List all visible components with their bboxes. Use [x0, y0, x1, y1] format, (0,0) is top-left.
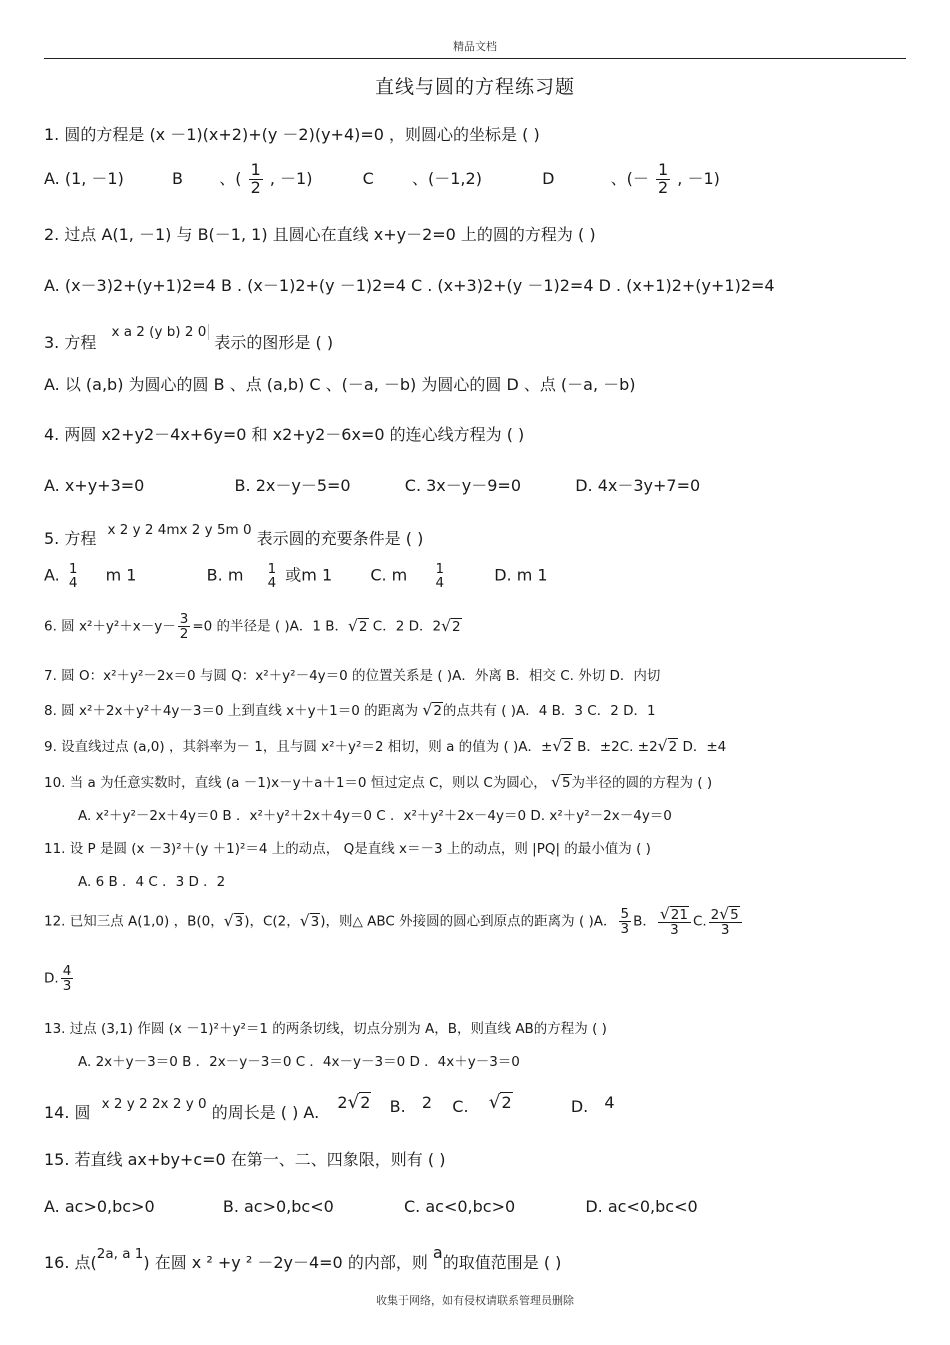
q15-option-b: B. ac>0,bc<0: [222, 1197, 334, 1216]
q6-stem: 6. 圆 x²＋y²＋x－y－: [44, 618, 176, 635]
q14-option-b: B.: [389, 1097, 406, 1116]
q16-lead: 16. 点(: [44, 1253, 97, 1272]
q10-stem: 10. 当 a 为任意实数时，直线 (a －1)x－y＋a＋1＝0 恒过定点 C，则以 C为圆心，: [44, 775, 552, 791]
question-2: 2. 过点 A(1, －1) 与 B(－1, 1) 且圆心在直线 x+y－2=0 上的圆的方程为 ( ): [44, 225, 596, 244]
q4-option-d: D. 4x－3y+7=0: [575, 476, 701, 495]
question-8: [44, 699, 656, 719]
question-14: [44, 1090, 615, 1122]
q1-half-fraction-d: $\frac{1}{2}$: [657, 160, 669, 197]
q5-option-b-value: 或m 1: [285, 565, 333, 585]
q12-option-d-fraction: $\frac{4}{3}$: [62, 963, 72, 995]
q15-option-d: D. ac<0,bc<0: [585, 1197, 698, 1216]
q16-mid: ) 在圆 x ² +y ² －2y－4=0 的内部，则: [143, 1253, 428, 1272]
question-13-options: A. 2x＋y－3＝0 B ．2x－y－3＝0 C ．4x－y－3＝0 D ．4x＋y－3＝0: [78, 1054, 520, 1070]
q12-option-c: C.: [692, 913, 707, 930]
q12-sqrt-b: √3: [223, 911, 244, 930]
q6-options-cd: C．2 D．2: [368, 618, 442, 635]
q16-variable-a: a: [432, 1243, 443, 1262]
question-1: 1. 圆的方程是 (x －1)(x+2)+(y －2)(y+4)=0 ，则圆心的坐标是 ( ): [44, 125, 540, 144]
q3-tail: 表示的图形是 ( ): [214, 333, 334, 352]
question-10-options: A. x²＋y²－2x＋4y＝0 B ．x²＋y²＋2x＋4y＝0 C ．x²＋y²＋2x－4y＝0 D. x²＋y²－2x－4y＝0: [78, 808, 672, 824]
q3-lead: 3. 方程: [44, 333, 97, 352]
q5-equation: x 2 y 2 4mx 2 y 5m 0: [107, 522, 252, 538]
q16-point: 2a, a 1: [96, 1246, 144, 1262]
question-4: 4. 两圆 x2+y2－4x+6y=0 和 x2+y2－6x=0 的连心线方程为 ( ): [44, 425, 525, 444]
q1-option-d-post: , －1): [677, 168, 720, 188]
q10-sqrt: √5: [551, 773, 571, 791]
q16-tail: 的取值范围是 ( ): [442, 1253, 562, 1272]
question-13: 13. 过点 (3,1) 作圆 (x －1)²＋y²＝1 的两条切线，切点分别为 A，B，则直线 AB的方程为 ( ): [44, 1021, 607, 1037]
q14-option-b-value: 2: [421, 1093, 433, 1112]
question-11: 11. 设 P 是圆 (x －3)²＋(y ＋1)²＝4 上的动点， Q是直线 x＝－3 上的动点，则 |PQ| 的最小值为 ( ): [44, 841, 651, 857]
q12-option-b-fraction: $\frac{√21}{3}$: [658, 906, 691, 937]
q14-option-a-coef: 2: [337, 1093, 348, 1112]
question-1-options: [44, 162, 720, 197]
q14-option-c: C.: [452, 1097, 469, 1116]
question-9: [44, 735, 726, 755]
question-5-options: [44, 562, 548, 590]
q9-sqrt-a: √2: [552, 737, 572, 755]
question-12-option-d: [44, 964, 75, 993]
question-16: [44, 1240, 562, 1272]
q8-stem: 8. 圆 x²＋2x＋y²＋4y－3＝0 上到直线 x＋y＋1＝0 的距离为: [44, 703, 423, 719]
q12-option-a-fraction: $\frac{5}{3}$: [620, 906, 630, 938]
q5-quarter-fraction-b: 1 4: [267, 561, 277, 592]
q1-option-a: A. (1, －1): [44, 168, 124, 188]
q14-tail: 的周长是 ( ) A.: [211, 1103, 320, 1122]
q14-option-d-value: 4: [604, 1093, 615, 1112]
q12-sqrt-c: √3: [299, 911, 320, 930]
q5-option-d: D. m 1: [494, 565, 548, 585]
q1-half-fraction: $\frac{1}{2}$: [250, 160, 261, 197]
question-15: 15. 若直线 ax+by+c=0 在第一、二、四象限，则有 ( ): [44, 1150, 446, 1169]
q4-option-a: A. x+y+3=0: [44, 476, 145, 495]
page-title: 直线与圆的方程练习题: [374, 76, 575, 98]
page-footer: 收集于网络，如有侵权请联系管理员删除: [376, 1294, 574, 1307]
q6-tail: =0 的半径是 ( )A．1 B．: [192, 618, 349, 635]
question-7: 7. 圆 O：x²＋y²－2x＝0 与圆 Q：x²＋y²－4y＝0 的位置关系是 ( )A．外离 B．相交 C. 外切 D．内切: [44, 668, 661, 684]
q9-sqrt-c: √2: [657, 737, 678, 755]
q12-option-d: D.: [44, 970, 59, 987]
q14-option-a-sqrt: √2: [347, 1092, 371, 1113]
q5-lead: 5. 方程: [44, 529, 97, 548]
q6-sqrt-b: √2: [348, 616, 368, 635]
q12-option-b: B．: [633, 913, 656, 930]
question-6: [44, 612, 462, 641]
question-5: [44, 516, 424, 548]
q1-option-d-pre: 、(－: [610, 168, 649, 188]
question-4-options: [44, 473, 700, 496]
page-header: 精品文档: [453, 40, 497, 53]
question-2-options: A. (x－3)2+(y+1)2=4 B . (x－1)2+(y －1)2=4 C . (x+3)2+(y －1)2=4 D . (x+1)2+(y+1)2=4: [44, 276, 775, 295]
question-15-options: [44, 1197, 698, 1216]
q12-tail: )，则△ ABC 外接圆的圆心到原点的距离为 ( )A．: [320, 913, 617, 930]
q5-quarter-fraction: 1 4: [68, 561, 78, 592]
q14-option-d: D.: [570, 1097, 589, 1116]
question-12: [44, 906, 744, 937]
q6-fraction: $\frac{3}{2}$: [179, 611, 189, 643]
q15-option-a: A. ac>0,bc>0: [44, 1197, 155, 1216]
q14-option-c-sqrt: √2: [488, 1092, 512, 1113]
q5-option-c: C. m: [370, 565, 408, 585]
q4-option-b: B. 2x－y－5=0: [234, 476, 351, 495]
question-10: [44, 771, 712, 791]
q1-option-c-value: 、(－1,2): [412, 168, 482, 188]
q1-option-b: B: [172, 168, 184, 188]
header-rule: [44, 58, 906, 59]
q1-option-c: C: [362, 168, 374, 188]
q12-option-c-fraction: $\frac{2√5}{3}$: [709, 906, 742, 937]
q10-tail: 为半径的圆的方程为 ( ): [571, 775, 713, 791]
q8-sqrt: √2: [422, 701, 442, 719]
q14-lead: 14. 圆: [44, 1103, 91, 1122]
q1-option-b-post: , －1): [269, 168, 313, 188]
q1-option-d: D: [542, 168, 555, 188]
q1-option-b-pre: 、(: [219, 168, 242, 188]
q6-sqrt-d: √2: [441, 616, 461, 635]
q8-tail: 的点共有 ( )A．4 B．3 C．2 D．1: [442, 703, 656, 719]
q9-stem: 9. 设直线过点 (a,0) ，其斜率为－ 1，且与圆 x²＋y²＝2 相切，则 a 的值为 ( )A．±: [44, 739, 553, 755]
q9-option-d: D．±4: [678, 739, 727, 755]
q4-option-c: C. 3x－y－9=0: [404, 476, 522, 495]
q12-stem: 12. 已知三点 A(1,0) ，B(0，: [44, 913, 224, 930]
question-11-options: A. 6 B ．4 C ．3 D ．2: [78, 874, 226, 890]
q5-tail: 表示圆的充要条件是 ( ): [256, 529, 424, 548]
q5-option-a-value: m 1: [105, 565, 137, 585]
question-3-options: A. 以 (a,b) 为圆心的圆 B 、点 (a,b) C 、(－a, －b) 为圆心的圆 D 、点 (－a, －b): [44, 375, 636, 394]
question-3: [44, 318, 334, 352]
q15-option-c: C. ac<0,bc>0: [404, 1197, 516, 1216]
q5-option-b: B. m: [206, 565, 244, 585]
q3-equation: x a 2 (y b) 2 0: [111, 324, 209, 340]
q5-quarter-fraction-c: 1 4: [435, 561, 445, 592]
q12-mid: )，C(2，: [244, 913, 300, 930]
q9-options-bc: B．±2C. ±2: [572, 739, 658, 755]
q14-equation: x 2 y 2 2x 2 y 0: [101, 1096, 207, 1112]
q5-option-a: A.: [44, 565, 60, 585]
